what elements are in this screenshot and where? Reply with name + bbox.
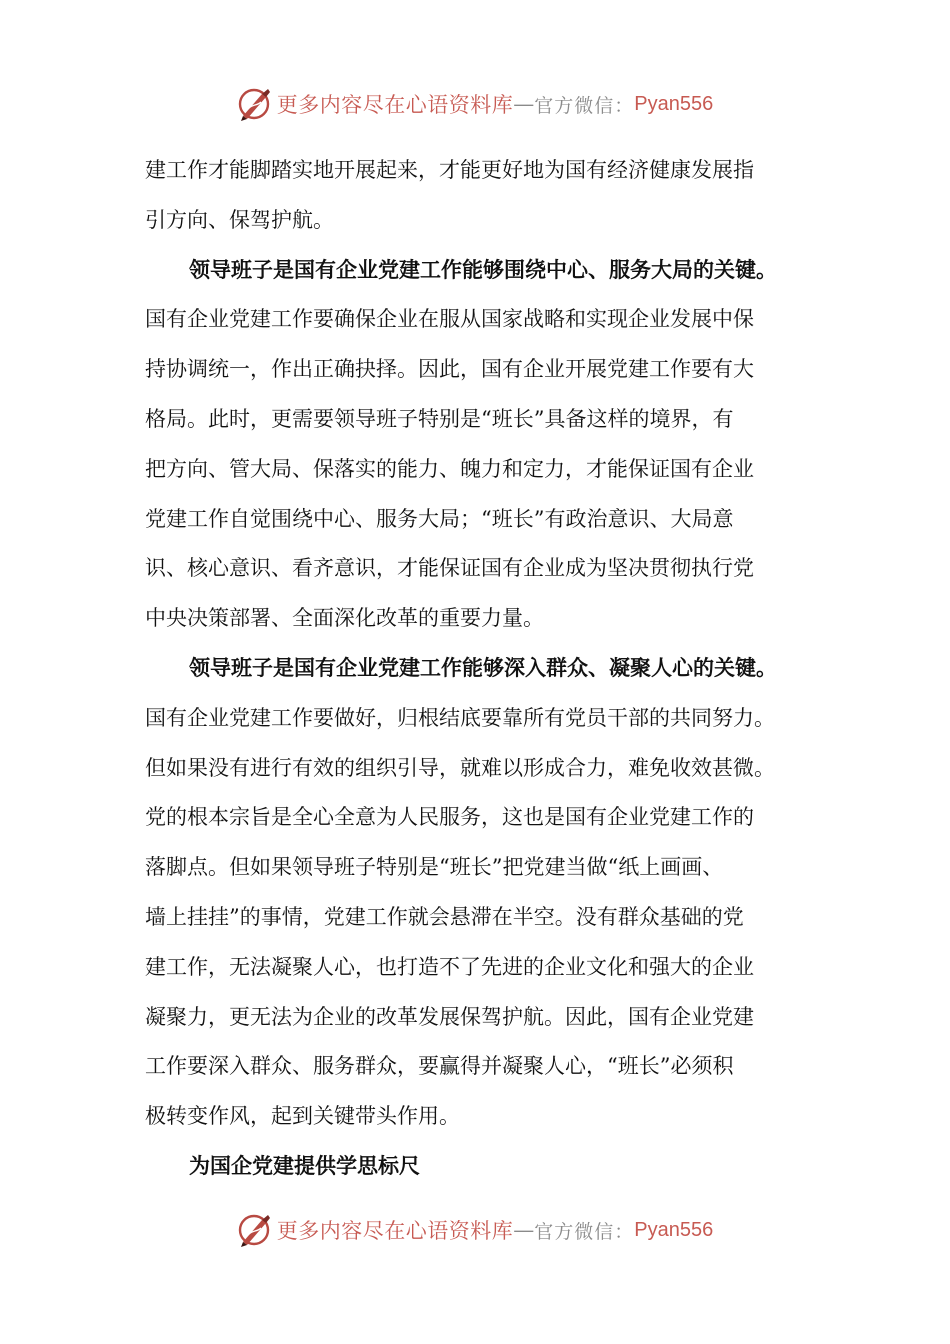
- text-line: 引方向、保驾护航。: [145, 207, 334, 232]
- text-line: 墙上挂挂”的事情，党建工作就会悬滞在半空。没有群众基础的党: [145, 904, 744, 929]
- text-line: 中央决策部署、全面深化改革的重要力量。: [145, 606, 544, 631]
- footer-banner: [0, 1208, 950, 1252]
- banner-site-text: 更多内容尽在心语资料库: [276, 1219, 514, 1243]
- text-line: 工作要深入群众、服务群众，要赢得并凝聚人心，“班长”必须积: [145, 1054, 734, 1079]
- document-body: [145, 146, 815, 1192]
- text-line: 识、核心意识、看齐意识，才能保证国有企业成为坚决贯彻执行党: [145, 556, 754, 581]
- banner-wechat-id: Pyan556: [634, 92, 714, 115]
- text-line: 把方向、管大局、保落实的能力、魄力和定力，才能保证国有企业: [145, 456, 754, 481]
- text-line: 落脚点。但如果领导班子特别是“班长”把党建当做“纸上画画、: [145, 855, 724, 880]
- text-line: 极转变作风，起到关键带头作用。: [145, 1104, 460, 1129]
- text-line: 国有企业党建工作要做好，归根结底要靠所有党员干部的共同努力。: [145, 705, 775, 730]
- section-heading: 为国企党建提供学思标尺: [189, 1153, 420, 1178]
- section-heading: 领导班子是国有企业党建工作能够深入群众、凝聚人心的关键。: [189, 655, 777, 680]
- text-line: 凝聚力，更无法为企业的改革发展保驾护航。因此，国有企业党建: [145, 1004, 754, 1029]
- text-line: 建工作，无法凝聚人心，也打造不了先进的企业文化和强大的企业: [145, 954, 754, 979]
- pen-logo-icon: [237, 86, 273, 122]
- text-line: 建工作才能脚踏实地开展起来，才能更好地为国有经济健康发展指: [145, 158, 754, 182]
- text-line: 格局。此时，更需要领导班子特别是“班长”具备这样的境界，有: [145, 406, 734, 431]
- banner-wechat-label: 官方微信：: [534, 94, 635, 117]
- header-banner: [0, 82, 950, 126]
- text-line: 党的根本宗旨是全心全意为人民服务，这也是国有企业党建工作的: [145, 805, 754, 830]
- banner-wechat-id: Pyan556: [634, 1218, 714, 1241]
- banner-separator: —: [513, 92, 535, 116]
- banner-wechat-label: 官方微信：: [534, 1220, 635, 1243]
- banner-site-text: 更多内容尽在心语资料库: [276, 93, 514, 117]
- banner-separator: —: [513, 1218, 535, 1242]
- text-line: 持协调统一，作出正确抉择。因此，国有企业开展党建工作要有大: [145, 357, 754, 382]
- text-line: 国有企业党建工作要确保企业在服从国家战略和实现企业发展中保: [145, 307, 754, 332]
- section-heading: 领导班子是国有企业党建工作能够围绕中心、服务大局的关键。: [189, 257, 777, 282]
- text-line: 党建工作自觉围绕中心、服务大局；“班长”有政治意识、大局意: [145, 506, 734, 531]
- text-line: 但如果没有进行有效的组织引导，就难以形成合力，难免收效甚微。: [145, 755, 775, 780]
- pen-logo-icon: [237, 1212, 273, 1248]
